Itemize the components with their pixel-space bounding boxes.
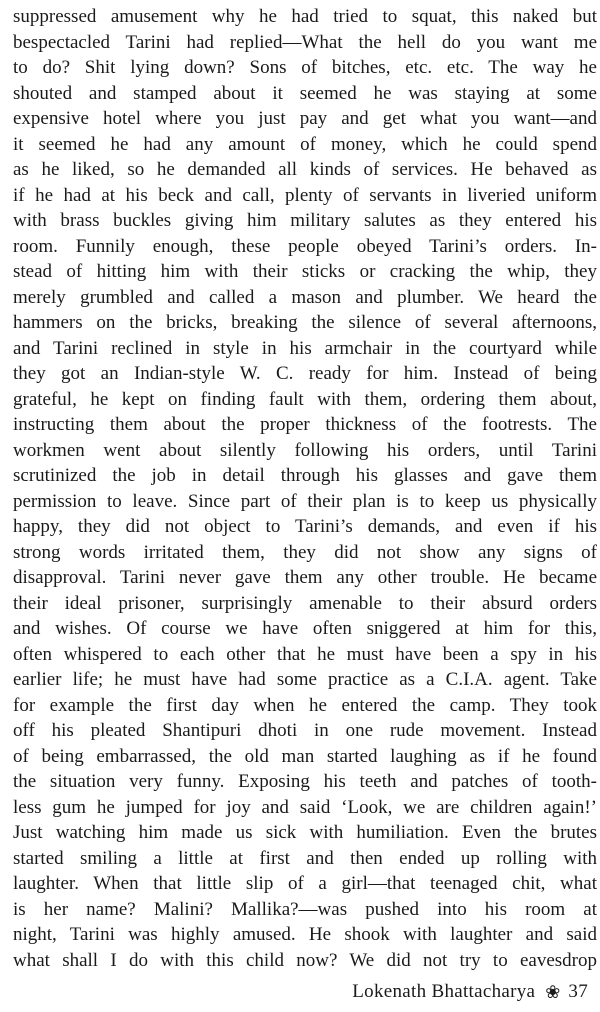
text-line: laughter. When that little slip of a girl—that teenaged chit, what bbox=[13, 873, 597, 894]
text-line: suppressed amusement why he had tried to squat, this naked but bbox=[13, 6, 597, 27]
text-line: their ideal prisoner, surprisingly amenable to their absurd orders bbox=[13, 592, 597, 614]
text-line: hammers on the bricks, breaking the silence of several afternoons, bbox=[13, 312, 597, 333]
text-line: expensive hotel where you just pay and get what you want—and bbox=[13, 108, 597, 129]
footer-author: Lokenath Bhattacharya bbox=[352, 981, 536, 1002]
text-line: night, Tarini was highly amused. He shook with laughter and said bbox=[13, 924, 597, 945]
text-line: less gum he jumped for joy and said ‘Look, we are children again!’ bbox=[13, 796, 597, 818]
text-line: Just watching him made us sick with humiliation. Even the brutes bbox=[13, 822, 597, 843]
text-line: of being embarrassed, the old man started laughing as if he found bbox=[13, 745, 597, 767]
text-line: scrutinized the job in detail through his glasses and gave them bbox=[13, 465, 597, 486]
text-line: is her name? Malini? Mallika?—was pushed into his room at bbox=[13, 898, 597, 920]
text-line: to do? Shit lying down? Sons of bitches, etc. etc. The way he bbox=[13, 57, 597, 78]
text-line: workmen went about silently following his orders, until Tarini bbox=[13, 439, 597, 461]
text-line: strong words irritated them, they did not show any signs of bbox=[13, 541, 597, 563]
running-footer bbox=[352, 980, 588, 1004]
flower-ornament-icon: ❀ bbox=[545, 982, 561, 1002]
text-line: the situation very funny. Exposing his teeth and patches of tooth- bbox=[13, 771, 597, 792]
text-line: they got an Indian-style W. C. ready for him. Instead of being bbox=[13, 363, 597, 384]
page-number: 37 bbox=[568, 981, 588, 1002]
text-line: for example the first day when he entered the camp. They took bbox=[13, 694, 597, 716]
text-line: shouted and stamped about it seemed he was staying at some bbox=[13, 82, 597, 104]
text-line: often whispered to each other that he must have been a spy in his bbox=[13, 643, 597, 665]
text-line: and wishes. Of course we have often sniggered at him for this, bbox=[13, 618, 597, 639]
text-line: bespectacled Tarini had replied—What the hell do you want me bbox=[13, 31, 597, 53]
text-line: started smiling a little at first and then ended up rolling with bbox=[13, 847, 597, 869]
text-line: grateful, he kept on finding fault with them, ordering them about, bbox=[13, 388, 597, 410]
text-line: happy, they did not object to Tarini’s demands, and even if his bbox=[13, 516, 597, 537]
text-line: room. Funnily enough, these people obeyed Tarini’s orders. In- bbox=[13, 235, 597, 257]
text-line: off his pleated Shantipuri dhoti in one rude movement. Instead bbox=[13, 720, 597, 741]
text-line: instructing them about the proper thickness of the footrests. The bbox=[13, 414, 597, 435]
body-text bbox=[13, 4, 597, 973]
text-line: stead of hitting him with their sticks or cracking the whip, they bbox=[13, 261, 597, 282]
text-line: disapproval. Tarini never gave them any other trouble. He became bbox=[13, 567, 597, 588]
text-line: and Tarini reclined in style in his armchair in the courtyard while bbox=[13, 337, 597, 359]
text-line: with brass buckles giving him military salutes as they entered his bbox=[13, 210, 597, 231]
text-line: it seemed he had any amount of money, which he could spend bbox=[13, 133, 597, 155]
text-line: what shall I do with this child now? We did not try to eavesdrop bbox=[13, 949, 597, 971]
text-line: if he had at his beck and call, plenty of servants in liveried uniform bbox=[13, 184, 597, 206]
text-line: merely grumbled and called a mason and plumber. We heard the bbox=[13, 286, 597, 308]
text-line: permission to leave. Since part of their plan is to keep us physically bbox=[13, 490, 597, 512]
text-line: earlier life; he must have had some practice as a C.I.A. agent. Take bbox=[13, 669, 597, 690]
text-line: as he liked, so he demanded all kinds of services. He behaved as bbox=[13, 159, 597, 180]
